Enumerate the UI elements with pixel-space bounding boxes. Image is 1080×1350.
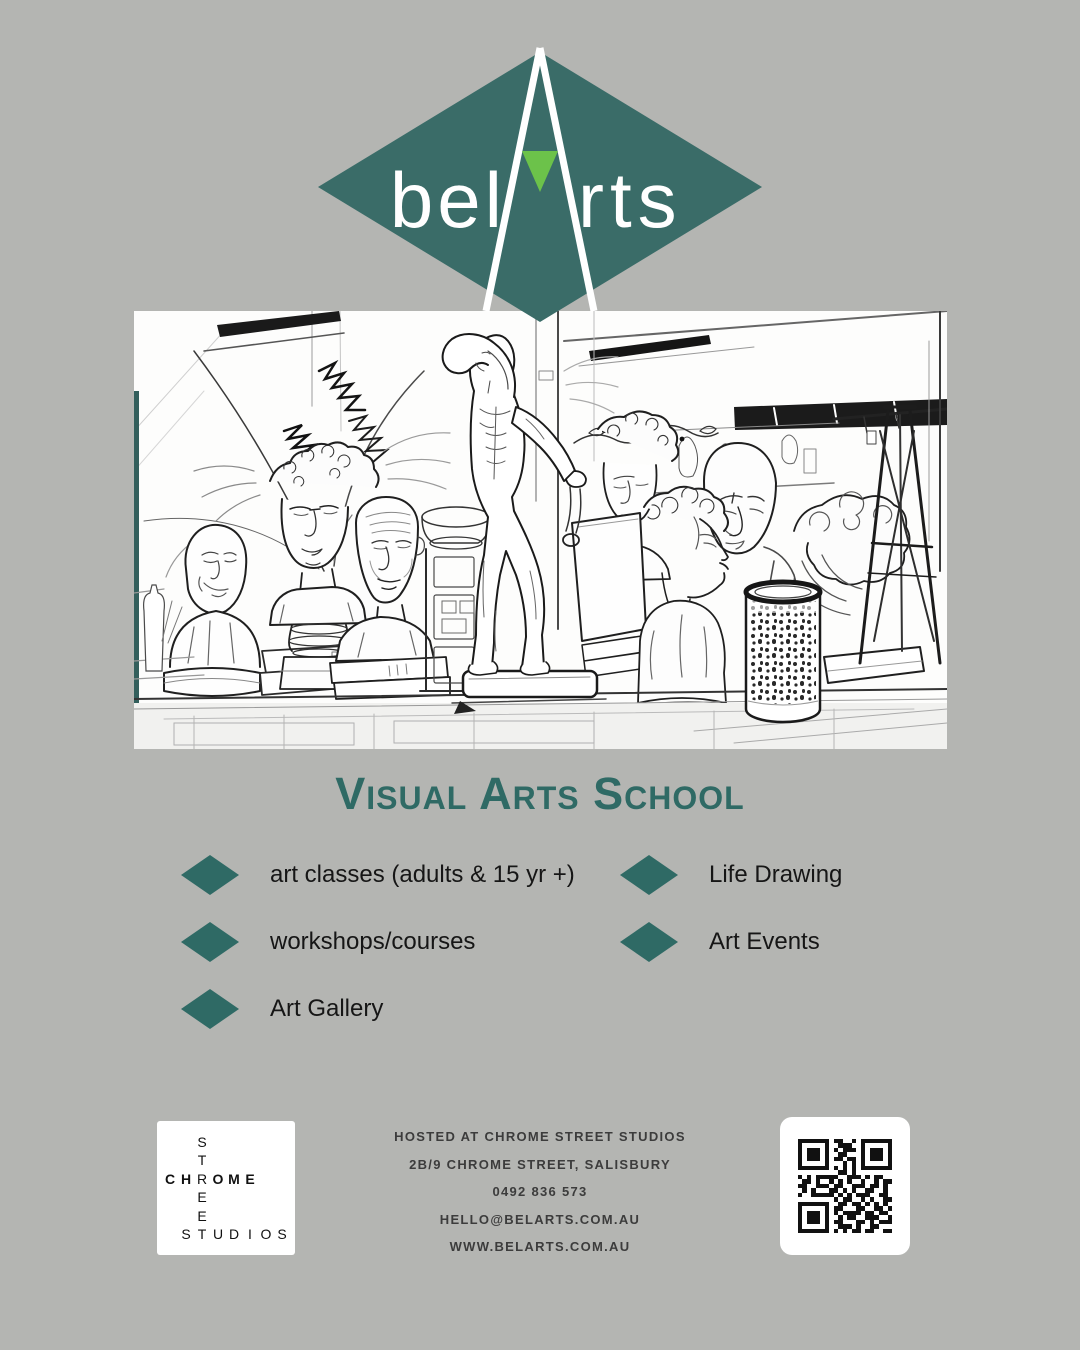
- bullet-label: workshops/courses: [270, 928, 476, 955]
- bullet-item-art-gallery: [181, 989, 383, 1029]
- diamond-bullet-icon: [181, 855, 239, 895]
- sketch-cylinder-lamp: [746, 582, 820, 722]
- chrome-street-studios-logo: [157, 1121, 295, 1255]
- diamond-bullet-icon: [181, 989, 239, 1029]
- bullet-label: art classes (adults & 15 yr +): [270, 861, 575, 888]
- diamond-bullet-icon: [620, 855, 678, 895]
- belarts-logo: [300, 22, 780, 322]
- contact-line-address: 2B/9 CHROME STREET, SALISBURY: [409, 1156, 671, 1172]
- bullet-label: Life Drawing: [709, 861, 843, 888]
- bullet-item-life-drawing: [620, 855, 842, 895]
- studio-sketch-image: [134, 311, 947, 749]
- bullet-item-art-classes: [181, 855, 575, 895]
- studio-sketch-illustration: [134, 311, 947, 749]
- qr-card: [780, 1117, 910, 1255]
- chrome-logo-grid: S T C H R O M E E E S T U D I O S: [164, 1133, 287, 1243]
- contact-line-website: WWW.BELARTS.COM.AU: [449, 1239, 631, 1254]
- diamond-bullet-icon: [620, 922, 678, 962]
- contact-line-phone: 0492 836 573: [492, 1184, 588, 1199]
- bullet-label: Art Gallery: [270, 995, 384, 1022]
- diamond-bullet-icon: [181, 922, 239, 962]
- contact-line-hosted: HOSTED AT CHROME STREET STUDIOS: [394, 1129, 686, 1144]
- page-title: Visual Arts School: [335, 768, 745, 819]
- contact-line-email: HELLO@BELARTS.COM.AU: [439, 1211, 641, 1227]
- bullet-item-workshops: [181, 922, 475, 962]
- bullet-item-art-events: [620, 922, 820, 962]
- contact-block: [290, 1123, 790, 1261]
- qr-code: [798, 1139, 893, 1234]
- logo-text-bel: bel: [389, 156, 506, 244]
- bullet-label: Art Events: [709, 928, 820, 955]
- logo-text-rts: rts: [578, 156, 683, 244]
